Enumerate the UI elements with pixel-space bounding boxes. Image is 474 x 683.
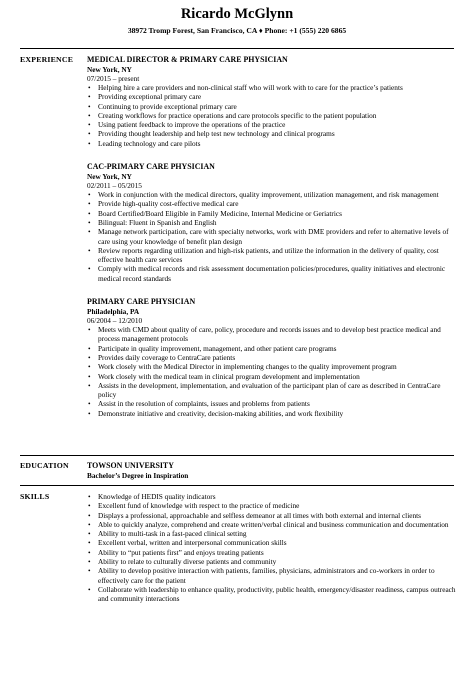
list-item: • Provide high-quality cost-effective medical care xyxy=(87,199,459,208)
contact-line: 38972 Tromp Forest, San Francisco, CA ♦ Phone: +1 (555) 220 6865 xyxy=(127,26,347,35)
job-entry xyxy=(87,297,459,418)
list-item: • Able to quickly analyze, comprehend and create written/verbal clinical and business communication and documentation xyxy=(87,520,459,529)
list-item: • Manage network participation, care with specialty networks, work with DME providers and refer to alternative levels of care using your knowledge of benefit plan design xyxy=(87,227,459,246)
list-item: • Assist in the resolution of complaints, issues and problems from patients xyxy=(87,399,459,408)
job-title: CAC-PRIMARY CARE PHYSICIAN xyxy=(87,162,215,172)
list-item: • Displays a professional, approachable and selfless demeanor at all times with both external and internal clients xyxy=(87,511,459,520)
section-label: EDUCATION xyxy=(20,461,69,470)
list-item: • Bilingual: Fluent in Spanish and English xyxy=(87,218,459,227)
list-item: • Ability to relate to culturally diverse patients and community xyxy=(87,557,459,566)
list-item: • Creating workflows for practice operations and care protocols specific to the patient population xyxy=(87,111,459,120)
job-dates: 06/2004 – 12/2010 xyxy=(87,316,143,326)
experience-list xyxy=(87,55,459,432)
section-label: SKILLS xyxy=(20,492,50,501)
job-location: New York, NY xyxy=(87,172,132,182)
list-item: • Using patient feedback to improve the operations of the practice xyxy=(87,120,459,129)
job-title: MEDICAL DIRECTOR & PRIMARY CARE PHYSICIAN xyxy=(87,55,288,64)
list-item: • Assists in the development, implementation, and evaluation of the participant plan of care as described in CentraCare policy xyxy=(87,381,459,400)
job-title: PRIMARY CARE PHYSICIAN xyxy=(87,297,196,307)
list-item: • Knowledge of HEDIS quality indicators xyxy=(87,492,459,501)
job-entry xyxy=(87,55,459,148)
list-item: • Helping hire a care providers and non-clinical staff who will work with to care for the practice’s patients xyxy=(87,83,459,92)
divider xyxy=(20,455,454,456)
list-item: • Providing thought leadership and help test new technology and clinical programs xyxy=(87,129,459,138)
list-item: • Leading technology and care pilots xyxy=(87,139,459,148)
list-item: • Comply with medical records and risk assessment documentation policies/procedures, quality initiatives and electronic medical record standards xyxy=(87,264,459,283)
job-entry xyxy=(87,162,459,283)
education-entry xyxy=(87,461,459,480)
job-location: New York, NY xyxy=(87,65,132,74)
list-item: • Excellent fund of knowledge with respect to the practice of medicine xyxy=(87,501,459,510)
list-item: • Excellent verbal, written and interpersonal communication skills xyxy=(87,538,459,547)
list-item: • Collaborate with leadership to enhance quality, productivity, public health, emergency/disaster readiness, campus outreach and community interactions xyxy=(87,585,459,604)
section-label: EXPERIENCE xyxy=(20,55,74,64)
job-location: Philadelphia, PA xyxy=(87,307,140,317)
list-item: • Review reports regarding utilization and high-risk patients, and utilize the information in the delivery of quality, cost effective health care services xyxy=(87,246,459,265)
list-item: • Participate in quality improvement, management, and other patient care programs xyxy=(87,344,459,353)
list-item: • Ability to “put patients first” and enjoys treating patients xyxy=(87,548,459,557)
list-item: • Work closely with the Medical Director in implementing changes to the quality improvement program xyxy=(87,362,459,371)
list-item: • Work in conjunction with the medical directors, quality improvement, utilization management, and risk management xyxy=(87,190,459,199)
job-bullets xyxy=(87,83,459,148)
degree: Bachelor’s Degree in Inspiration xyxy=(87,471,189,480)
skills-list xyxy=(87,492,459,604)
job-bullets xyxy=(87,325,459,418)
divider xyxy=(20,48,454,49)
divider xyxy=(20,485,454,486)
list-item: • Provides daily coverage to CentraCare patients xyxy=(87,353,459,362)
list-item: • Ability to develop positive interaction with patients, families, physicians, administrators and co-workers in order to effectively care for the patient xyxy=(87,566,459,585)
resume-header xyxy=(0,6,474,36)
list-item: • Providing exceptional primary care xyxy=(87,92,459,101)
list-item: • Meets with CMD about quality of care, policy, procedure and records issues and to develop best practice medical and process management protocols xyxy=(87,325,459,344)
job-dates: 07/2015 – present xyxy=(87,74,140,83)
skills-body xyxy=(87,492,459,604)
list-item: • Work closely with the medical team in clinical program development and implementation xyxy=(87,372,459,381)
list-item: • Continuing to provide exceptional primary care xyxy=(87,102,459,111)
job-bullets xyxy=(87,190,459,283)
list-item: • Demonstrate initiative and creativity, decision-making abilities, and work flexibility xyxy=(87,409,459,418)
list-item: • Board Certified/Board Eligible in Family Medicine, Internal Medicine or Geriatrics xyxy=(87,209,459,218)
candidate-name: Ricardo McGlynn xyxy=(180,6,294,22)
list-item: • Ability to multi-task in a fast-paced clinical setting xyxy=(87,529,459,538)
school-name: TOWSON UNIVERSITY xyxy=(87,461,174,470)
job-dates: 02/2011 – 05/2015 xyxy=(87,181,142,191)
